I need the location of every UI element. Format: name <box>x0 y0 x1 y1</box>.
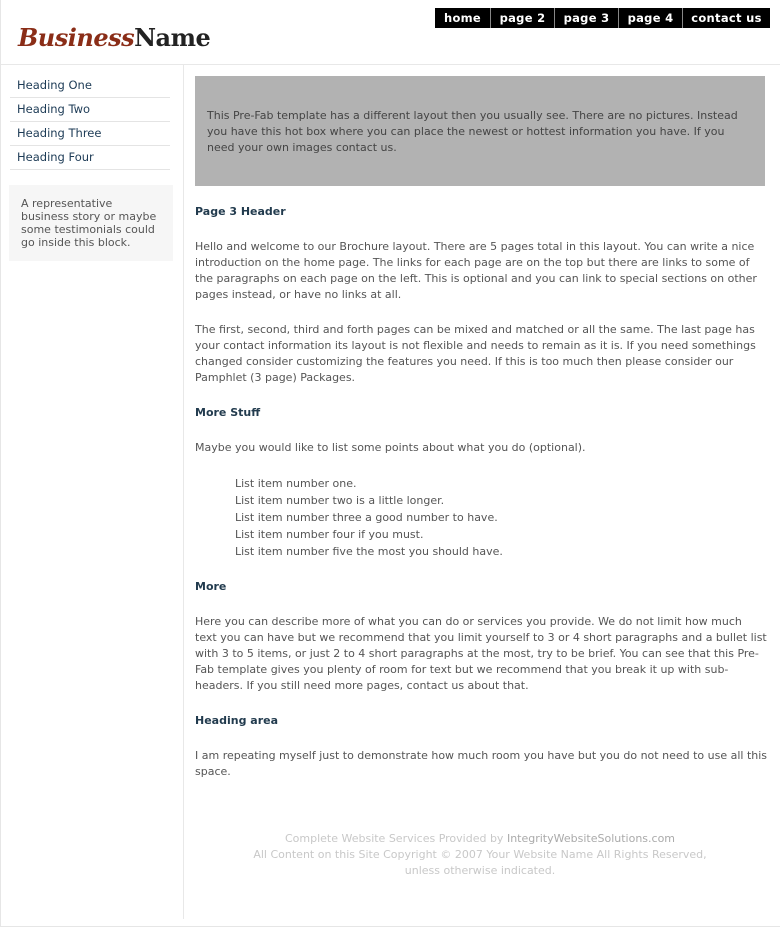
paragraph: Hello and welcome to our Brochure layout. There are 5 pages total in this layout. You can write a nice introduction on the home page. The links for each page are on the top but there are links to some of the paragraphs on each page on the left. This is optional and you can link to special sections on other pages instead, or have no links at all. <box>195 240 757 301</box>
main-content <box>195 204 767 799</box>
logo-part-business: Business <box>18 23 135 52</box>
sidebar-item-heading-four <box>10 147 170 170</box>
sidebar-link[interactable]: Heading One <box>17 78 92 92</box>
list-item: List item number one. <box>235 477 357 490</box>
list-item: List item number two is a little longer. <box>235 494 445 507</box>
sidebar-menu <box>10 75 170 170</box>
testimonial-box: A representative business story or maybe some testimonials could go inside this block. <box>9 185 173 261</box>
site-logo[interactable] <box>18 23 210 53</box>
nav-page-2[interactable]: page 2 <box>491 8 555 28</box>
footer-credits-link[interactable]: IntegrityWebsiteSolutions.com <box>506 832 676 845</box>
footer <box>195 831 765 879</box>
paragraph: I am repeating myself just to demonstrate how much room you have but you do not need to use all this space. <box>195 749 768 778</box>
top-nav <box>435 8 770 28</box>
hot-box: This Pre-Fab template has a different layout then you usually see. There are no pictures. Instead you have this hot box where you can place the newest or hottest information you have. If you need your own images contact us. <box>195 76 765 186</box>
nav-home[interactable]: home <box>435 8 491 28</box>
sidebar-link[interactable]: Heading Two <box>17 102 91 116</box>
section-heading: More Stuff <box>195 406 261 419</box>
list-item: List item number four if you must. <box>235 528 424 541</box>
paragraph: Maybe you would like to list some points about what you do (optional). <box>195 441 586 454</box>
logo-part-name: Name <box>134 23 211 52</box>
section-heading: Heading area <box>195 714 278 727</box>
section-heading: More <box>195 580 227 593</box>
list-item: List item number five the most you should have. <box>235 545 503 558</box>
paragraph: Here you can describe more of what you can do or services you provide. We do not limit how much text you can have but we recommend that you limit yourself to 3 or 4 short paragraphs and a bullet list with 3 to 5 items, or just 2 to 4 short paragraphs at the most, try to be brief. You can see that this Pre-Fab template gives you plenty of room for text but we recommend that you break it up with sub-headers. If you still need more pages, contact us about that. <box>195 615 767 692</box>
section-heading: Page 3 Header <box>195 205 286 218</box>
nav-page-3[interactable]: page 3 <box>555 8 619 28</box>
footer-copyright: All Content on this Site Copyright © 2007 Your Website Name All Rights Reserved, <box>253 848 707 861</box>
nav-contact-us[interactable]: contact us <box>691 11 762 25</box>
sidebar <box>1 65 184 919</box>
paragraph: The first, second, third and forth pages can be mixed and matched or all the same. The last page has your contact information its layout is not flexible and needs to remain as it is. If you need somethings changed consider customizing the features you need. If this is too much then please consider our Pamphlet (3 page) Packages. <box>195 323 756 384</box>
footer-credits-text: Complete Website Services Provided by <box>284 832 507 845</box>
footer-disclaimer: unless otherwise indicated. <box>404 864 556 877</box>
points-list <box>195 475 767 560</box>
sidebar-link[interactable]: Heading Four <box>17 150 94 164</box>
sidebar-item-heading-two <box>10 99 170 122</box>
footer-credits <box>195 831 765 847</box>
nav-page-4[interactable]: page 4 <box>619 8 683 28</box>
sidebar-link[interactable]: Heading Three <box>17 126 102 140</box>
sidebar-item-heading-one <box>10 75 170 98</box>
sidebar-item-heading-three <box>10 123 170 146</box>
list-item: List item number three a good number to have. <box>235 511 498 524</box>
